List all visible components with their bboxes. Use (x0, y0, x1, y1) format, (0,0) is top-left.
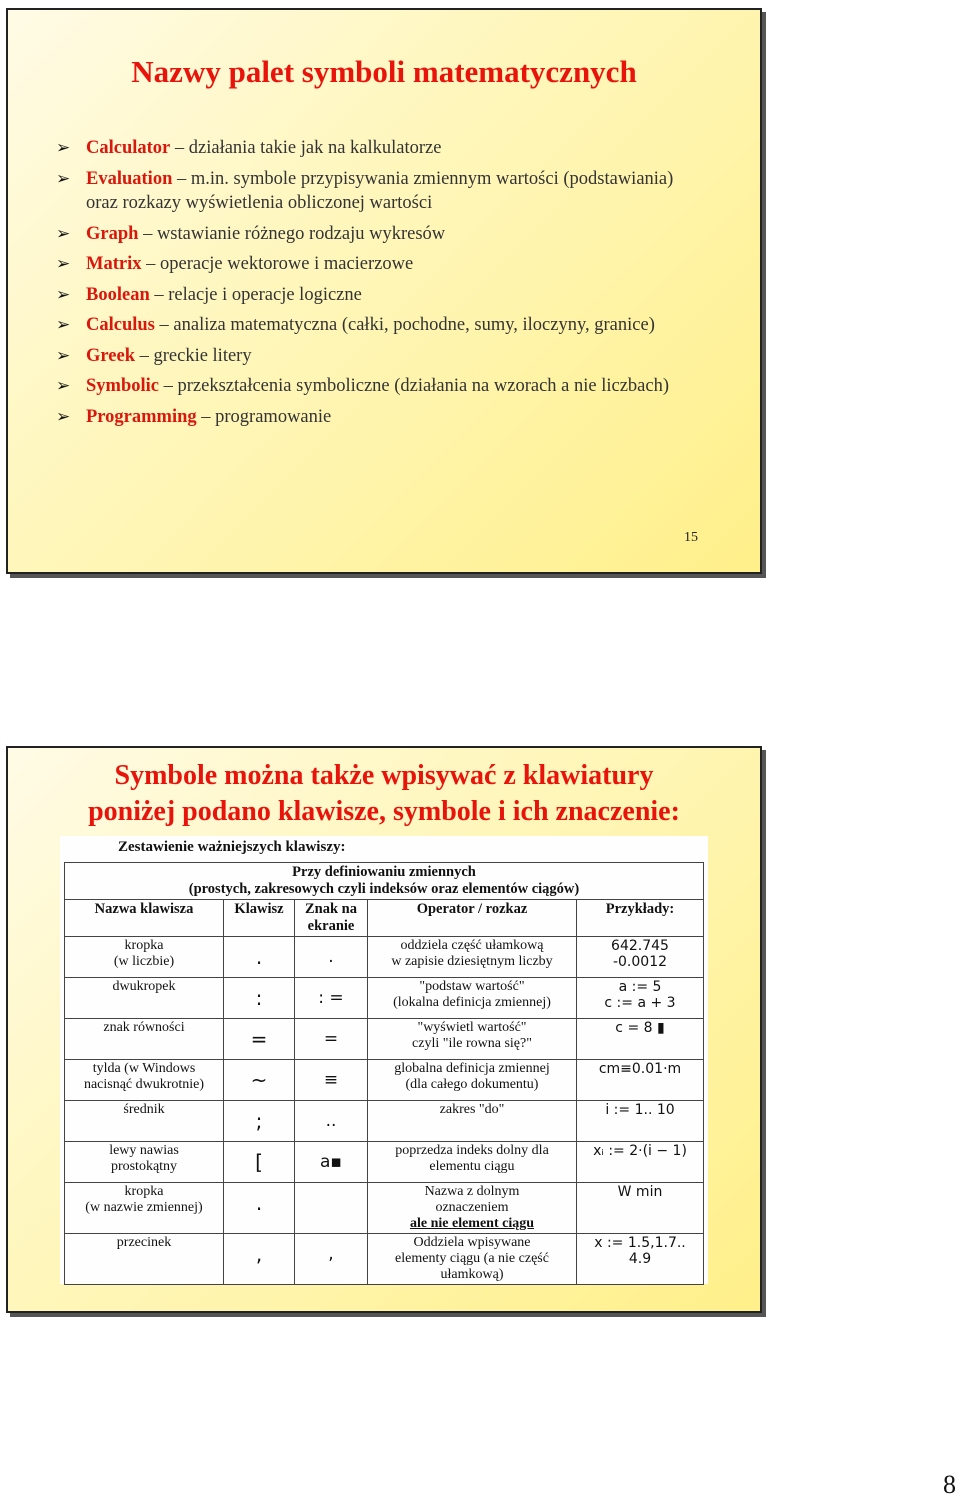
key-summary-panel (60, 836, 708, 1284)
slide-number: 15 (684, 530, 698, 545)
cell-text: 642.745 (611, 938, 669, 954)
cell-text: dwukropek (112, 979, 176, 994)
table-row (65, 937, 704, 978)
list-item (56, 283, 686, 308)
palette-description: – programowanie (196, 406, 332, 427)
cell-text: czyli "ile rowna się?" (412, 1036, 532, 1051)
arrow-bullet-icon: ➢ (56, 168, 71, 189)
column-header: Klawisz (224, 900, 295, 937)
cell-text: Nazwa z dolnym (424, 1184, 520, 1199)
cell-text: przecinek (116, 1235, 172, 1250)
operator-cell (368, 1142, 577, 1183)
cell-text: "podstaw wartość" (419, 979, 525, 994)
page-number: 8 (943, 1470, 956, 1499)
cell-text: średnik (123, 1102, 165, 1117)
column-header: Przykłady: (577, 900, 704, 937)
cell-text: -0.0012 (612, 954, 668, 970)
table-row (65, 1234, 704, 1285)
example-cell (577, 1101, 704, 1142)
screen-symbol-cell: , (295, 1234, 368, 1285)
palette-description: – relacje i operacje logiczne (149, 284, 362, 305)
arrow-bullet-icon: ➢ (56, 223, 71, 244)
screen-symbol-cell: .. (295, 1101, 368, 1142)
palette-name: Graph (86, 223, 139, 244)
cell-text: w zapisie dziesiętnym liczby (391, 954, 553, 969)
example-cell (577, 1019, 704, 1060)
arrow-bullet-icon: ➢ (56, 254, 71, 274)
cell-text: c = 8 ▮ (615, 1020, 665, 1036)
palette-name: Symbolic (86, 376, 159, 396)
cell-text: tylda (w Windows (92, 1061, 196, 1076)
operator-cell (368, 1234, 577, 1285)
cell-text: (w liczbie) (113, 954, 175, 969)
palette-name: Calculator (86, 138, 171, 158)
cell-text-emphasis: ale nie element ciągu (409, 1216, 535, 1231)
palette-name: Evaluation (86, 168, 173, 189)
cell-text: nacisnąć dwukrotnie) (83, 1077, 205, 1092)
operator-cell (368, 1183, 577, 1234)
key-cell: . (224, 1183, 295, 1234)
cell-text: lewy nawias (109, 1143, 179, 1158)
key-name-cell (65, 1183, 224, 1234)
arrow-bullet-icon: ➢ (56, 376, 71, 396)
screen-symbol-cell: = (295, 1019, 368, 1060)
key-cell: = (224, 1019, 295, 1060)
column-header: Znak na ekranie (295, 900, 368, 937)
key-name-cell (65, 1142, 224, 1183)
table-row (65, 1183, 704, 1234)
key-name-cell (65, 978, 224, 1019)
operator-cell (368, 1019, 577, 1060)
cell-text: (w nazwie zmiennej) (85, 1200, 203, 1215)
cell-text: elementu ciągu (429, 1159, 515, 1174)
table-row (65, 978, 704, 1019)
palette-name: Calculus (86, 315, 155, 335)
table-header-line: Przy definiowaniu zmiennych (292, 864, 476, 880)
table-row (65, 1060, 704, 1101)
palette-description: – przekształcenia symboliczne (działania na wzorach a nie liczbach) (158, 376, 670, 396)
palette-name: Programming (86, 406, 197, 427)
screen-symbol-cell: : = (295, 978, 368, 1019)
cell-text: globalna definicja zmiennej (394, 1061, 550, 1076)
key-cell: [ (224, 1142, 295, 1183)
cell-text: kropka (124, 1184, 164, 1199)
screen-symbol-cell (295, 1183, 368, 1234)
cell-text: oznaczeniem (435, 1200, 509, 1215)
key-table (64, 862, 704, 1285)
palette-name: Boolean (86, 284, 150, 305)
cell-text: i := 1.. 10 (605, 1102, 675, 1118)
example-cell (577, 937, 704, 978)
palette-description: – m.in. symbole przypisywania zmiennym wartości (podstawiania) oraz rozkazy wyświetlenia obliczonej wartości (86, 168, 674, 213)
panel-title: Zestawienie ważniejszych klawiszy: (118, 839, 346, 855)
table-header (65, 863, 704, 900)
cell-text: znak równości (103, 1020, 185, 1035)
column-header: Operator / rozkaz (368, 900, 577, 937)
key-name-cell (65, 1101, 224, 1142)
example-cell (577, 978, 704, 1019)
palette-description: – wstawianie różnego rodzaju wykresów (138, 223, 446, 244)
operator-cell (368, 937, 577, 978)
cell-text: "wyświetl wartość" (417, 1020, 527, 1035)
screen-symbol-cell: . (295, 937, 368, 978)
example-cell (577, 1183, 704, 1234)
operator-cell (368, 978, 577, 1019)
cell-text: zakres "do" (439, 1102, 505, 1117)
cell-text: kropka (124, 938, 164, 953)
arrow-bullet-icon: ➢ (56, 406, 71, 427)
table-header-line: (prostych, zakresowych czyli indeksów oraz elementów ciągów) (188, 881, 580, 897)
key-cell: ; (224, 1101, 295, 1142)
arrow-bullet-icon: ➢ (56, 315, 71, 335)
list-item (56, 222, 686, 247)
arrow-bullet-icon: ➢ (56, 345, 71, 366)
arrow-bullet-icon: ➢ (56, 284, 71, 305)
example-cell (577, 1234, 704, 1285)
example-cell (577, 1142, 704, 1183)
key-cell: ~ (224, 1060, 295, 1101)
palette-description: – operacje wektorowe i macierzowe (141, 254, 414, 274)
table-row (65, 1019, 704, 1060)
palette-list (56, 136, 686, 435)
cell-text: (dla całego dokumentu) (405, 1077, 539, 1092)
cell-text: ułamkową) (440, 1267, 504, 1282)
list-item (56, 252, 686, 277)
table-row (65, 1142, 704, 1183)
palette-description: – działania takie jak na kalkulatorze (170, 138, 442, 158)
operator-cell (368, 1101, 577, 1142)
cell-text: cm≡0.01·m (598, 1061, 682, 1077)
palette-description: – analiza matematyczna (całki, pochodne, sumy, iloczyny, granice) (154, 315, 655, 335)
slide-title: Nazwy palet symboli matematycznych (131, 54, 637, 89)
slide-palettes (6, 8, 762, 574)
list-item (56, 136, 686, 161)
cell-text: a := 5 (618, 979, 662, 995)
cell-text: elementy ciągu (a nie część (395, 1251, 549, 1266)
list-item (56, 167, 686, 216)
slide-title-line: Symbole można także wpisywać z klawiatury (114, 760, 654, 791)
slide-keyboard-symbols (6, 746, 762, 1313)
table-header-row (65, 863, 704, 900)
key-cell: . (224, 937, 295, 978)
list-item (56, 374, 686, 399)
cell-text: x := 1.5,1.7.. 4.9 (594, 1235, 686, 1267)
key-name-cell (65, 1019, 224, 1060)
table-row (65, 1101, 704, 1142)
slide-title (8, 758, 760, 830)
cell-text: oddziela część ułamkową (400, 938, 544, 953)
key-name-cell (65, 1234, 224, 1285)
list-item (56, 344, 686, 369)
cell-text: (lokalna definicja zmiennej) (393, 995, 551, 1010)
operator-cell (368, 1060, 577, 1101)
cell-text: c := a + 3 (604, 995, 676, 1011)
screen-symbol-cell: a▪ (295, 1142, 368, 1183)
cell-text: poprzedza indeks dolny dla (395, 1143, 549, 1158)
key-cell: , (224, 1234, 295, 1285)
palette-description: – greckie litery (134, 345, 252, 366)
screen-symbol-cell: ≡ (295, 1060, 368, 1101)
example-cell (577, 1060, 704, 1101)
list-item (56, 405, 686, 430)
arrow-bullet-icon: ➢ (56, 138, 71, 158)
key-name-cell (65, 1060, 224, 1101)
cell-text: Oddziela wpisywane (413, 1235, 531, 1250)
cell-text: xᵢ := 2·(i − 1) (593, 1143, 687, 1159)
palette-name: Matrix (86, 254, 142, 274)
cell-text: prostokątny (110, 1159, 178, 1174)
cell-text: W min (617, 1184, 663, 1200)
column-header-row (65, 900, 704, 937)
list-item (56, 313, 686, 338)
slide-title-line: poniżej podano klawisze, symbole i ich znaczenie: (88, 796, 680, 827)
key-name-cell (65, 937, 224, 978)
column-header: Nazwa klawisza (65, 900, 224, 937)
palette-name: Greek (86, 345, 135, 366)
key-cell: : (224, 978, 295, 1019)
